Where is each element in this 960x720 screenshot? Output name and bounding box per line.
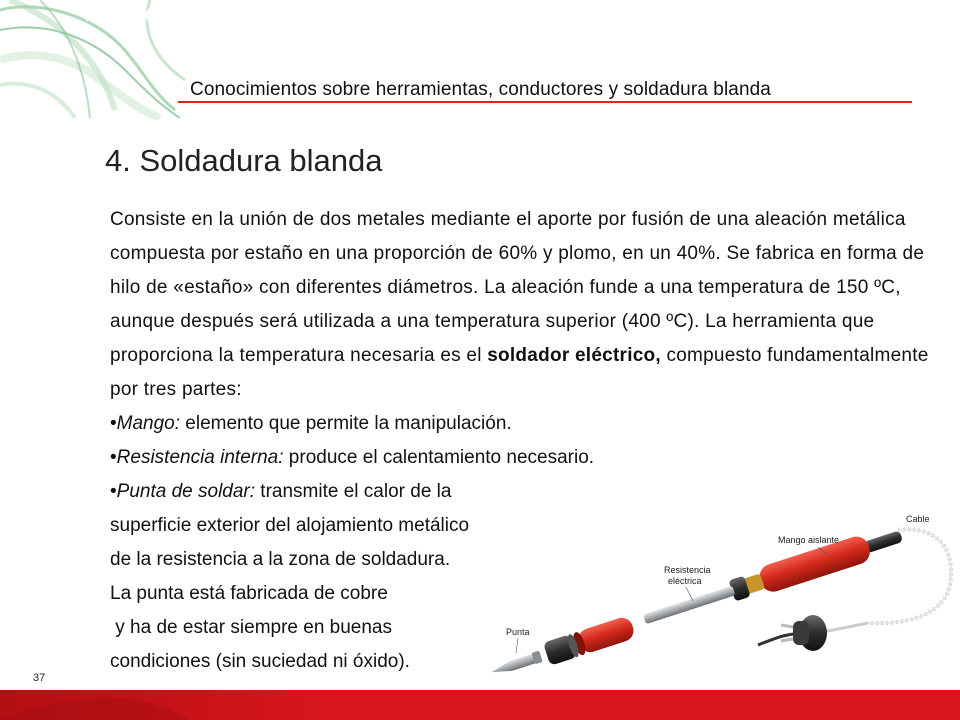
section-title: 4. Soldadura blanda xyxy=(105,143,383,178)
bullet-item: •Punta de soldar: transmite el calor de la xyxy=(110,481,452,502)
continuation-line: superficie exterior del alojamiento metálico xyxy=(110,515,470,536)
intro-bold-term: soldador eléctrico, xyxy=(487,345,661,366)
label-electrica: eléctrica xyxy=(668,576,702,586)
label-cable: Cable xyxy=(906,514,930,524)
bullet-item: •Mango: elemento que permite la manipulación. xyxy=(110,413,512,434)
label-mango: Mango aislante xyxy=(778,535,840,545)
intro-text-1: Consiste en la unión de dos metales mediante el aporte por fusión de una aleación metálica compuesta por estaño en una proporción de 60% y plomo, en un 40%. Se fabrica en forma de hilo de «estaño» con diferentes diámetros. La aleación funde a una temperatura de 150 ºC, aunque después será utilizada a una temperatura superior (400 ºC). La herramienta que proporciona la temperatura necesaria es el xyxy=(110,209,925,366)
continuation-line: La punta está fabricada de cobre xyxy=(110,583,388,604)
bullet-desc: transmite el calor de la xyxy=(255,481,452,502)
footer-logo-text: The McGraw·Hill Companies xyxy=(83,5,325,26)
intro-text-2: compuesto fundamentalmente por tres partes: xyxy=(110,345,929,400)
slide-header-title: Conocimientos sobre herramientas, conductores y soldadura blanda xyxy=(190,79,771,100)
intro-paragraph xyxy=(110,203,940,407)
continuation-line: de la resistencia a la zona de soldadura. xyxy=(110,549,451,570)
continuation-line: y ha de estar siempre en buenas xyxy=(110,617,393,638)
bullet-term: Punta de soldar: xyxy=(116,481,256,502)
label-punta: Punta xyxy=(506,627,530,637)
bullet-desc: produce el calentamiento necesario. xyxy=(283,447,595,468)
label-resistencia: Resistencia xyxy=(664,565,711,575)
bullet-term: Mango: xyxy=(116,413,181,434)
continuation-line: condiciones (sin suciedad ni óxido). xyxy=(110,651,410,672)
page-number: 37 xyxy=(33,672,46,684)
bullet-item: •Resistencia interna: produce el calentamiento necesario. xyxy=(110,447,595,468)
plug-icon xyxy=(781,615,827,651)
footer-bar xyxy=(0,690,960,720)
header-divider xyxy=(178,101,912,103)
bullet-desc: elemento que permite la manipulación. xyxy=(180,413,512,434)
soldering-iron-illustration xyxy=(488,505,960,685)
bullet-term: Resistencia interna: xyxy=(116,447,284,468)
